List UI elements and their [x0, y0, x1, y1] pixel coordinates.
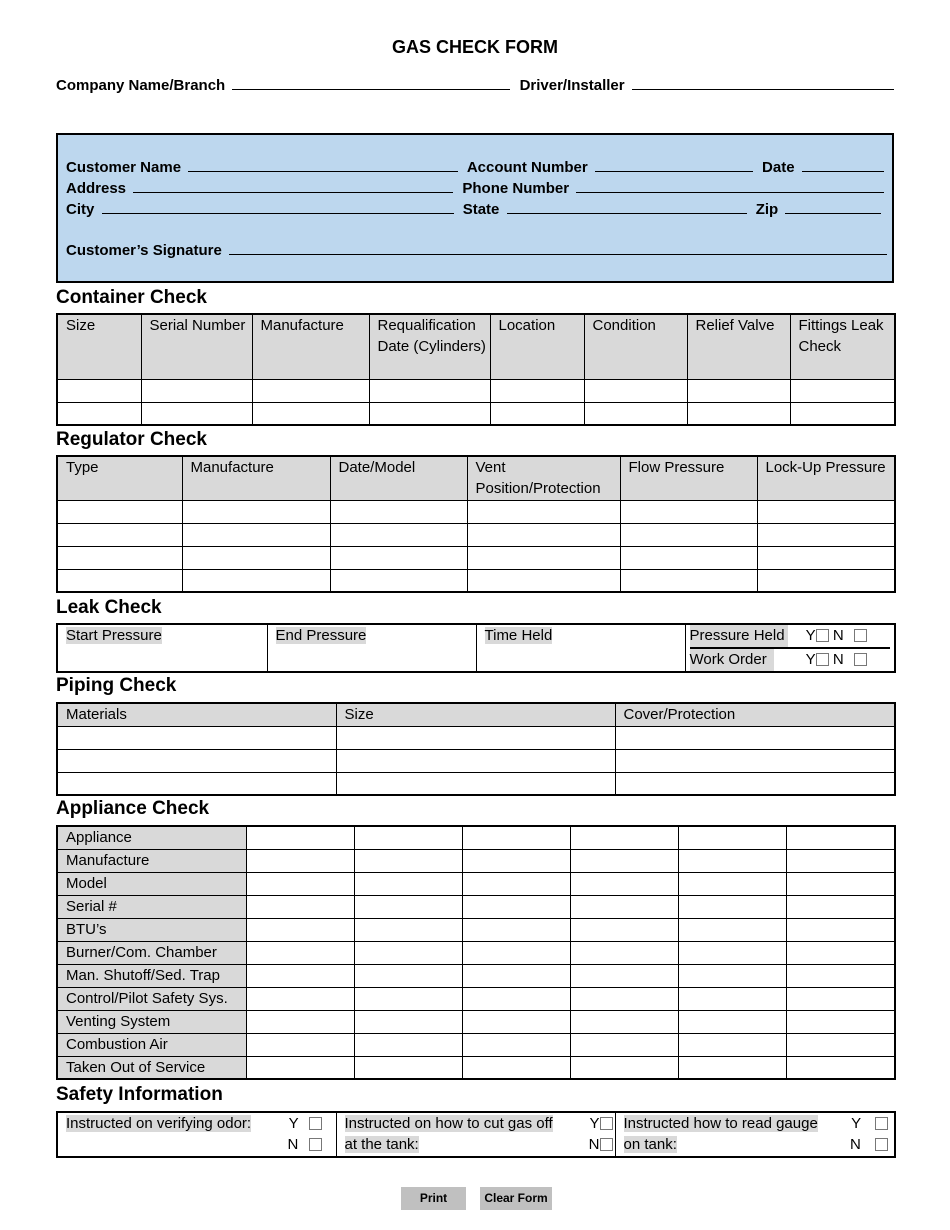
table-row [57, 749, 895, 772]
input-cell[interactable] [57, 500, 182, 523]
cut-gas-no-option [589, 1134, 613, 1155]
container-check-table [56, 313, 896, 426]
end-pressure-label: End Pressure [275, 627, 367, 644]
leak-check-row [57, 624, 895, 672]
input-cell[interactable] [246, 849, 354, 872]
phone-number-label: Phone Number [462, 180, 570, 197]
input-cell[interactable] [246, 964, 354, 987]
input-cell[interactable] [246, 895, 354, 918]
input-cell[interactable] [790, 402, 895, 425]
customer-name-label: Customer Name [66, 159, 182, 176]
input-cell[interactable] [620, 523, 757, 546]
company-field[interactable] [232, 76, 510, 90]
input-cell[interactable] [757, 546, 895, 569]
yes-label: Y [805, 627, 816, 644]
table-row [57, 872, 895, 895]
odor-cell [57, 1112, 336, 1157]
input-cell[interactable] [354, 826, 462, 849]
input-cell[interactable] [678, 964, 786, 987]
signature-field[interactable] [229, 241, 887, 255]
input-cell[interactable] [467, 500, 620, 523]
safety-row [57, 1112, 895, 1157]
time-held-label: Time Held [484, 627, 553, 644]
cut-gas-line-1 [345, 1113, 615, 1134]
zip-label: Zip [755, 201, 779, 218]
input-cell[interactable] [354, 941, 462, 964]
cut-gas-options [589, 1113, 613, 1155]
input-cell[interactable] [462, 1056, 570, 1079]
input-cell[interactable] [330, 523, 467, 546]
appliance-row-label: Man. Shutoff/Sed. Trap [57, 964, 246, 987]
input-cell[interactable] [490, 402, 584, 425]
input-cell[interactable] [570, 1033, 678, 1056]
city-label: City [66, 201, 95, 218]
table-row [57, 941, 895, 964]
appliance-row-label: Serial # [57, 895, 246, 918]
header-cell: Manufacture [182, 456, 330, 500]
input-cell[interactable] [678, 1010, 786, 1033]
header-cell: Relief Valve [687, 314, 790, 379]
input-cell[interactable] [462, 1033, 570, 1056]
header-cell: Flow Pressure [620, 456, 757, 500]
input-cell[interactable] [330, 546, 467, 569]
table-row [57, 1010, 895, 1033]
cut-gas-no-checkbox[interactable] [600, 1138, 613, 1151]
input-cell[interactable] [678, 1056, 786, 1079]
odor-label: Instructed on verifying odor: [66, 1115, 252, 1132]
input-cell[interactable] [354, 849, 462, 872]
piping-header-row [57, 703, 895, 726]
input-cell[interactable] [615, 726, 895, 749]
start-pressure-label: Start Pressure [66, 627, 162, 644]
table-row [57, 772, 895, 795]
input-cell[interactable] [615, 772, 895, 795]
input-cell[interactable] [786, 964, 895, 987]
work-order-no-checkbox[interactable] [854, 653, 867, 666]
gauge-label-1: Instructed how to read gauge [623, 1115, 818, 1132]
input-cell[interactable] [570, 987, 678, 1010]
table-row [57, 1033, 895, 1056]
input-cell[interactable] [570, 1056, 678, 1079]
input-cell[interactable] [786, 941, 895, 964]
piping-check-title: Piping Check [56, 675, 177, 696]
header-cell: Date/Model [330, 456, 467, 500]
state-label: State [462, 201, 500, 218]
header-cell: Serial Number [141, 314, 252, 379]
table-row [57, 546, 895, 569]
end-pressure-cell[interactable] [267, 624, 476, 672]
table-row [57, 500, 895, 523]
input-cell[interactable] [620, 500, 757, 523]
input-cell[interactable] [678, 918, 786, 941]
input-cell[interactable] [354, 872, 462, 895]
input-cell[interactable] [336, 749, 615, 772]
input-cell[interactable] [786, 826, 895, 849]
cut-gas-cell [336, 1112, 615, 1157]
regulator-header-row [57, 456, 895, 500]
input-cell[interactable] [757, 500, 895, 523]
yes-label: Y [851, 1115, 861, 1132]
input-cell[interactable] [57, 569, 182, 592]
input-cell[interactable] [246, 826, 354, 849]
safety-information-table [56, 1111, 896, 1158]
input-cell[interactable] [141, 402, 252, 425]
input-cell[interactable] [246, 1010, 354, 1033]
input-cell[interactable] [182, 546, 330, 569]
input-cell[interactable] [182, 523, 330, 546]
input-cell[interactable] [678, 941, 786, 964]
page-title: GAS CHECK FORM [392, 37, 558, 57]
input-cell[interactable] [570, 964, 678, 987]
customer-line-1 [66, 158, 889, 178]
input-cell[interactable] [182, 569, 330, 592]
input-cell[interactable] [786, 872, 895, 895]
input-cell[interactable] [467, 569, 620, 592]
input-cell[interactable] [57, 546, 182, 569]
input-cell[interactable] [678, 826, 786, 849]
input-cell[interactable] [354, 1033, 462, 1056]
input-cell[interactable] [57, 402, 141, 425]
customer-line-4 [66, 241, 892, 261]
appliance-row-label: BTU’s [57, 918, 246, 941]
input-cell[interactable] [615, 749, 895, 772]
header-cell: Lock-Up Pressure [757, 456, 895, 500]
work-order-yes-checkbox[interactable] [816, 653, 829, 666]
company-label: Company Name/Branch [56, 77, 226, 94]
appliance-check-title: Appliance Check [56, 798, 210, 819]
input-cell[interactable] [246, 918, 354, 941]
driver-field[interactable] [632, 76, 894, 90]
city-field[interactable] [102, 200, 454, 214]
leak-check-title: Leak Check [56, 597, 162, 618]
header-cell: Materials [57, 703, 336, 726]
input-cell[interactable] [354, 895, 462, 918]
input-cell[interactable] [678, 849, 786, 872]
table-row [57, 895, 895, 918]
gauge-no-option [850, 1134, 888, 1155]
input-cell[interactable] [462, 1010, 570, 1033]
input-cell[interactable] [620, 546, 757, 569]
gauge-no-checkbox[interactable] [875, 1138, 888, 1151]
regulator-check-title: Regulator Check [56, 429, 207, 450]
date-field[interactable] [802, 158, 884, 172]
table-row [57, 987, 895, 1010]
no-label: N [588, 1136, 600, 1153]
input-cell[interactable] [620, 569, 757, 592]
time-held-cell[interactable] [476, 624, 685, 672]
safety-information-title: Safety Information [56, 1084, 223, 1105]
table-row [57, 569, 895, 592]
input-cell[interactable] [462, 987, 570, 1010]
yes-label: Y [288, 1115, 299, 1132]
input-cell[interactable] [786, 895, 895, 918]
input-cell[interactable] [354, 1056, 462, 1079]
input-cell[interactable] [786, 849, 895, 872]
input-cell[interactable] [786, 1056, 895, 1079]
odor-options [287, 1113, 321, 1155]
header-cell: Fittings Leak Check [790, 314, 895, 379]
input-cell[interactable] [584, 379, 687, 402]
input-cell[interactable] [57, 379, 141, 402]
appliance-row-label: Taken Out of Service [57, 1056, 246, 1079]
cut-gas-label-2: at the tank: [344, 1136, 419, 1153]
work-order-line [690, 649, 891, 671]
start-pressure-cell[interactable] [57, 624, 267, 672]
input-cell[interactable] [252, 402, 369, 425]
table-row [57, 826, 895, 849]
input-cell[interactable] [490, 379, 584, 402]
input-cell[interactable] [336, 726, 615, 749]
table-row [57, 726, 895, 749]
appliance-check-table [56, 825, 896, 1080]
cut-gas-yes-checkbox[interactable] [600, 1117, 613, 1130]
gauge-cell [615, 1112, 895, 1157]
appliance-row-label: Burner/Com. Chamber [57, 941, 246, 964]
input-cell[interactable] [462, 849, 570, 872]
pressure-held-line [690, 625, 891, 649]
state-field[interactable] [507, 200, 747, 214]
input-cell[interactable] [570, 895, 678, 918]
input-cell[interactable] [786, 1033, 895, 1056]
gauge-yes-option [850, 1113, 888, 1134]
table-row [57, 964, 895, 987]
input-cell[interactable] [678, 872, 786, 895]
input-cell[interactable] [246, 941, 354, 964]
input-cell[interactable] [369, 402, 490, 425]
container-check-title: Container Check [56, 287, 207, 308]
customer-line-2 [66, 179, 889, 199]
header-cell: Vent Position/Protection [467, 456, 620, 500]
header-cell: Size [57, 314, 141, 379]
odor-no-checkbox[interactable] [309, 1138, 322, 1151]
input-cell[interactable] [687, 402, 790, 425]
input-cell[interactable] [336, 772, 615, 795]
input-cell[interactable] [757, 569, 895, 592]
input-cell[interactable] [678, 895, 786, 918]
input-cell[interactable] [757, 523, 895, 546]
odor-yes-checkbox[interactable] [309, 1117, 322, 1130]
input-cell[interactable] [570, 826, 678, 849]
appliance-row-label: Model [57, 872, 246, 895]
input-cell[interactable] [584, 402, 687, 425]
input-cell[interactable] [570, 941, 678, 964]
header-cell: Location [490, 314, 584, 379]
work-order-label: Work Order [690, 649, 774, 671]
yes-label: Y [805, 651, 816, 668]
appliance-row-label: Combustion Air [57, 1033, 246, 1056]
clear-form-button[interactable]: Clear Form [480, 1187, 552, 1210]
input-cell[interactable] [354, 964, 462, 987]
zip-field[interactable] [785, 200, 881, 214]
cut-gas-label-1: Instructed on how to cut gas off [344, 1115, 553, 1132]
no-label: N [832, 651, 844, 668]
input-cell[interactable] [786, 918, 895, 941]
table-row [57, 849, 895, 872]
cut-gas-yes-option [589, 1113, 613, 1134]
driver-label: Driver/Installer [519, 77, 625, 94]
input-cell[interactable] [462, 918, 570, 941]
odor-yes-option [287, 1113, 321, 1134]
address-label: Address [66, 180, 127, 197]
input-cell[interactable] [678, 1033, 786, 1056]
input-cell[interactable] [182, 500, 330, 523]
appliance-row-label: Manufacture [57, 849, 246, 872]
appliance-row-label: Control/Pilot Safety Sys. [57, 987, 246, 1010]
input-cell[interactable] [330, 500, 467, 523]
input-cell[interactable] [786, 987, 895, 1010]
pressure-held-no-checkbox[interactable] [854, 629, 867, 642]
input-cell[interactable] [246, 1033, 354, 1056]
gauge-yes-checkbox[interactable] [875, 1117, 888, 1130]
pressure-held-label: Pressure Held [690, 625, 788, 647]
input-cell[interactable] [678, 987, 786, 1010]
input-cell[interactable] [369, 379, 490, 402]
table-row [57, 523, 895, 546]
print-button[interactable]: Print [401, 1187, 466, 1210]
input-cell[interactable] [354, 1010, 462, 1033]
account-number-field[interactable] [595, 158, 753, 172]
input-cell[interactable] [354, 987, 462, 1010]
input-cell[interactable] [687, 379, 790, 402]
input-cell[interactable] [354, 918, 462, 941]
input-cell[interactable] [57, 523, 182, 546]
input-cell[interactable] [246, 987, 354, 1010]
header-cell: Type [57, 456, 182, 500]
customer-line-3 [66, 200, 886, 220]
regulator-check-table [56, 455, 896, 593]
header-cell: Cover/Protection [615, 703, 895, 726]
appliance-row-label: Venting System [57, 1010, 246, 1033]
header-cell: Size [336, 703, 615, 726]
header-cell: Condition [584, 314, 687, 379]
input-cell[interactable] [570, 1010, 678, 1033]
piping-check-table [56, 702, 896, 796]
input-cell[interactable] [57, 749, 336, 772]
yes-label: Y [589, 1115, 600, 1132]
gauge-label-2: on tank: [623, 1136, 677, 1153]
odor-no-option [287, 1134, 321, 1155]
appliance-row-label: Appliance [57, 826, 246, 849]
date-label: Date [762, 159, 795, 176]
input-cell[interactable] [462, 826, 570, 849]
header-cell: Manufacture [252, 314, 369, 379]
input-cell[interactable] [467, 523, 620, 546]
no-label: N [832, 627, 844, 644]
table-row [57, 402, 895, 425]
cut-gas-line-2 [345, 1134, 615, 1155]
customer-info-box [56, 133, 894, 283]
input-cell[interactable] [330, 569, 467, 592]
account-number-label: Account Number [466, 159, 588, 176]
input-cell[interactable] [246, 872, 354, 895]
gauge-options [850, 1113, 888, 1155]
input-cell[interactable] [570, 849, 678, 872]
input-cell[interactable] [467, 546, 620, 569]
input-cell[interactable] [57, 726, 336, 749]
container-header-row [57, 314, 895, 379]
input-cell[interactable] [570, 872, 678, 895]
input-cell[interactable] [57, 772, 336, 795]
input-cell[interactable] [570, 918, 678, 941]
leak-check-table [56, 623, 896, 673]
input-cell[interactable] [246, 1056, 354, 1079]
input-cell[interactable] [786, 1010, 895, 1033]
status-cell [685, 624, 895, 672]
input-cell[interactable] [790, 379, 895, 402]
table-row [57, 1056, 895, 1079]
input-cell[interactable] [462, 941, 570, 964]
table-row [57, 379, 895, 402]
input-cell[interactable] [462, 872, 570, 895]
customer-name-field[interactable] [188, 158, 458, 172]
input-cell[interactable] [141, 379, 252, 402]
input-cell[interactable] [462, 964, 570, 987]
input-cell[interactable] [462, 895, 570, 918]
signature-label: Customer’s Signature [66, 242, 222, 259]
header-cell: Requalification Date (Cylinders) [369, 314, 490, 379]
input-cell[interactable] [252, 379, 369, 402]
no-label: N [849, 1136, 861, 1153]
pressure-held-yes-checkbox[interactable] [816, 629, 829, 642]
phone-number-field[interactable] [576, 179, 884, 193]
table-row [57, 918, 895, 941]
no-label: N [287, 1136, 299, 1153]
header-line [56, 76, 896, 94]
address-field[interactable] [133, 179, 453, 193]
